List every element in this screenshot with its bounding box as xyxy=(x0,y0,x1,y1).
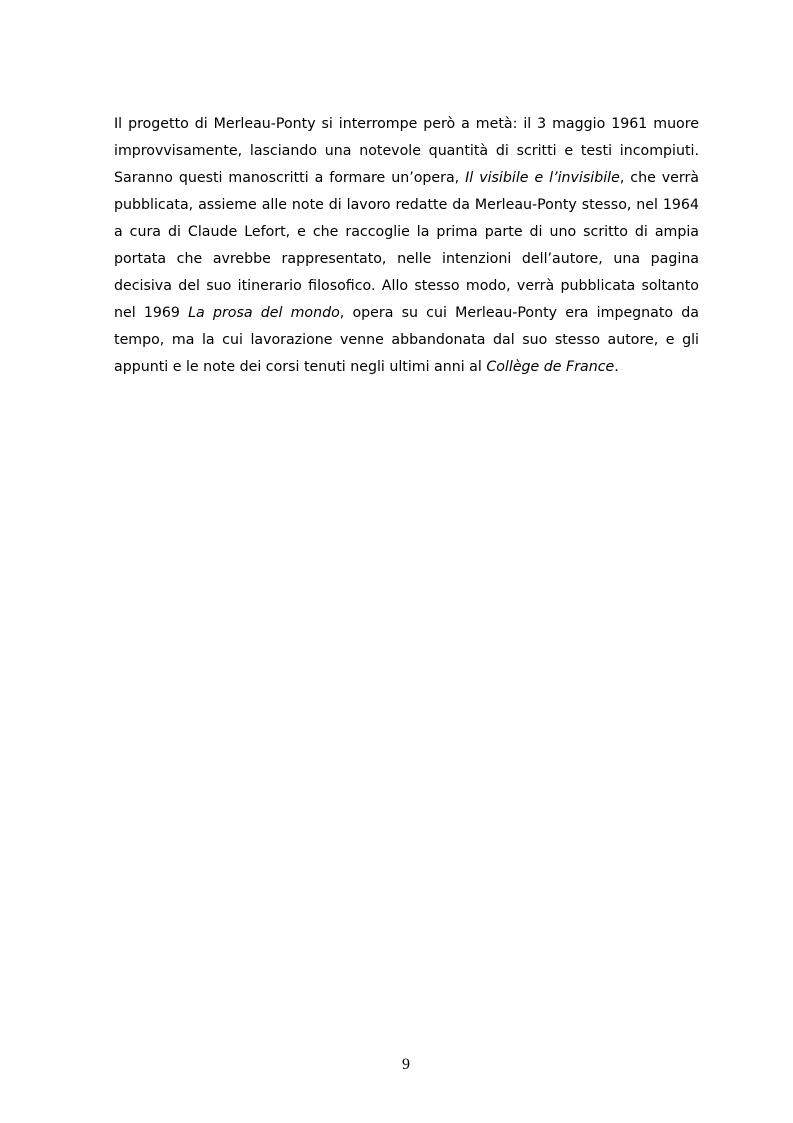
institution-name: Collège de France xyxy=(486,359,615,375)
body-paragraph xyxy=(114,111,699,381)
paragraph-text-3: , opera su cui Merleau-Ponty era impegnato da tempo, ma la cui lavorazione venne abbandonata dal suo stesso autore, e gli appunti e le note dei corsi tenuti negli ultimi anni al xyxy=(114,305,700,375)
paragraph-text-2: , che verrà pubblicata, assieme alle note di lavoro redatte da Merleau-Ponty stesso, nel 1964 a cura di Claude Lefort, e che raccoglie la prima parte di uno scritto di ampia portata che avrebbe rappresentato, nelle intenzioni dell’autore, una pagina decisiva del suo itinerario filosofico. Allo stesso modo, verrà pubblicata soltanto nel 1969 xyxy=(114,170,699,321)
paragraph-text-4: . xyxy=(614,359,619,375)
book-title-la-prosa: La prosa del mondo xyxy=(188,305,340,321)
page-number: 9 xyxy=(402,1056,410,1073)
paragraph-text-1: Il progetto di Merleau-Ponty si interrompe però a metà: il 3 maggio 1961 muore improvvisamente, lasciando una notevole quantità di scritti e testi incompiuti. Saranno questi manoscritti a formare un’opera, xyxy=(114,116,699,186)
book-title-il-visibile: Il visibile e l’invisibile xyxy=(465,170,620,186)
